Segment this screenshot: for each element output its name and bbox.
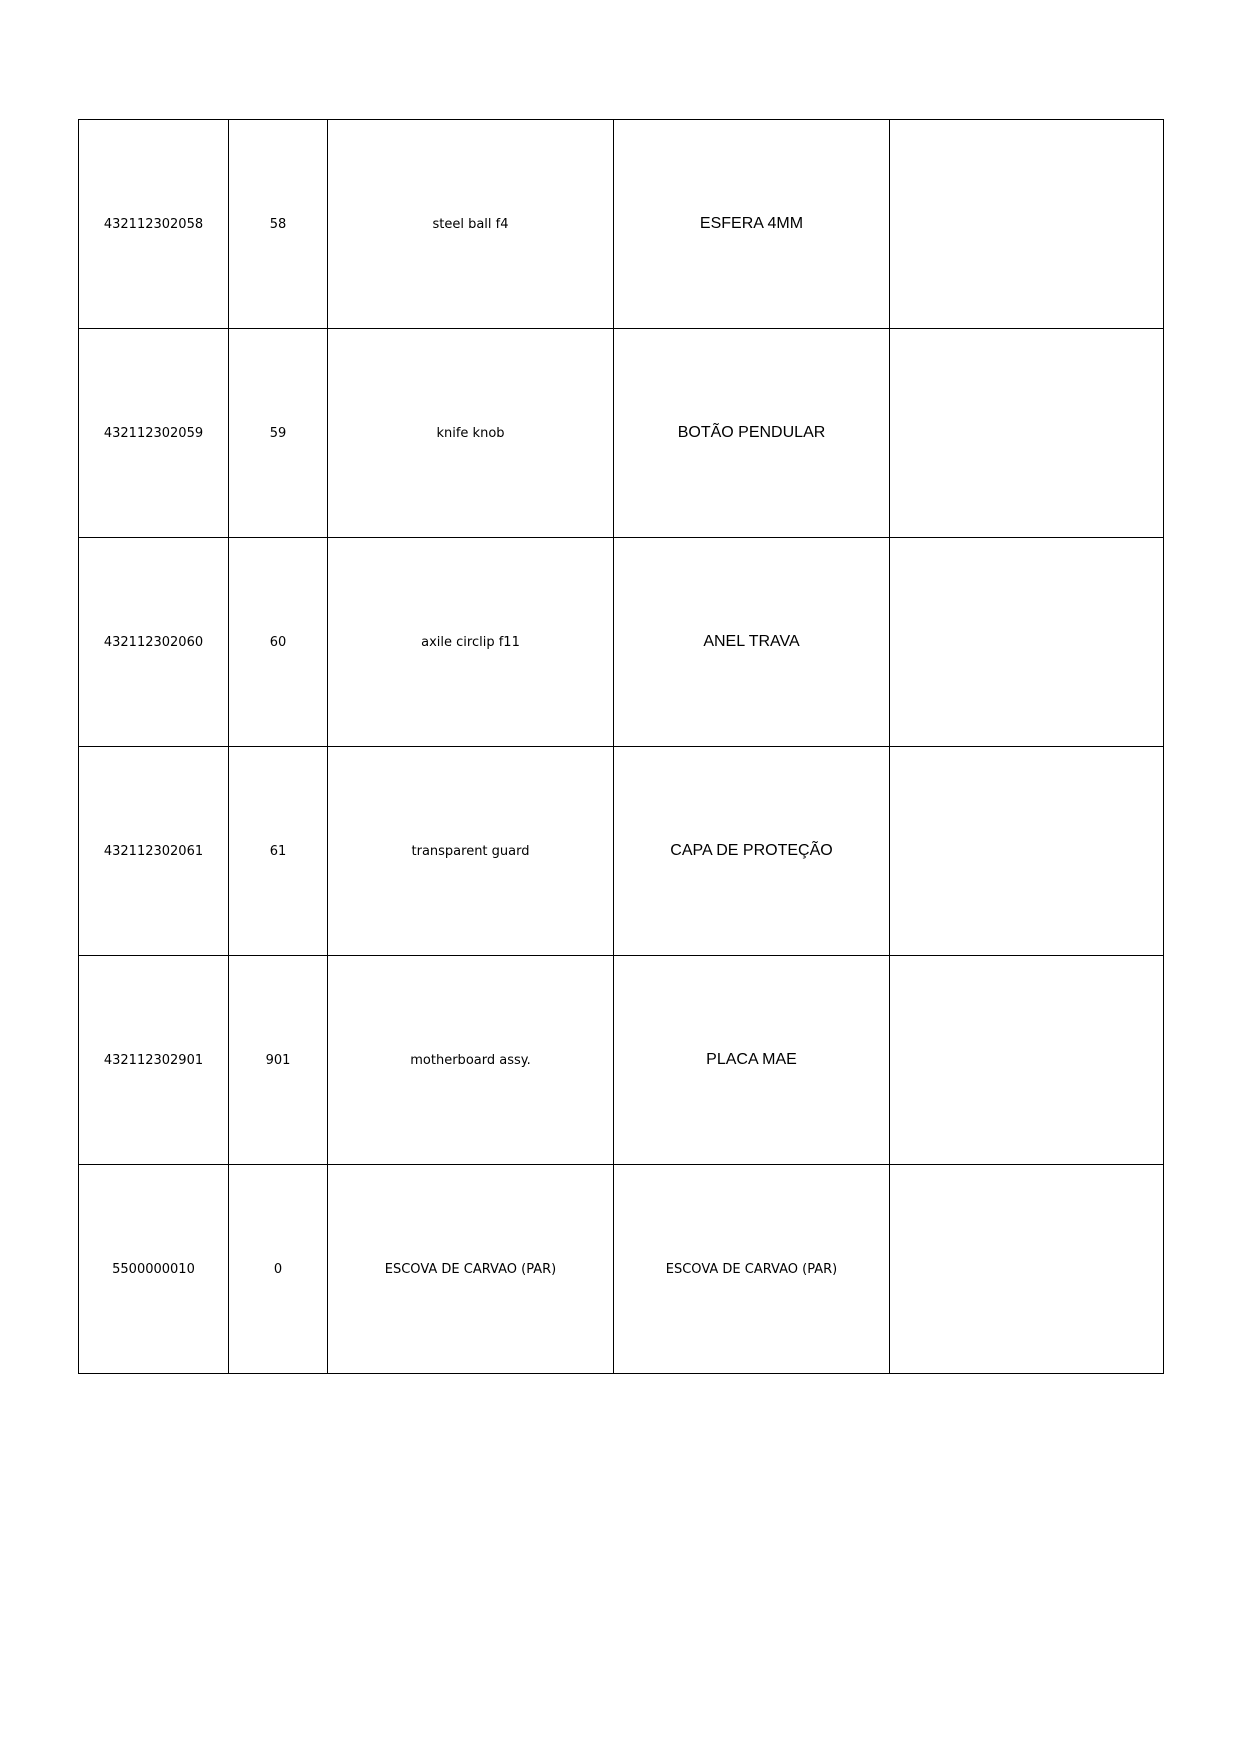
empty-cell bbox=[890, 538, 1164, 747]
english-description-cell: steel ball f4 bbox=[328, 120, 614, 329]
table-row bbox=[79, 1165, 1164, 1374]
empty-cell bbox=[890, 747, 1164, 956]
english-description-cell: ESCOVA DE CARVAO (PAR) bbox=[328, 1165, 614, 1374]
table-row bbox=[79, 120, 1164, 329]
english-description-cell: transparent guard bbox=[328, 747, 614, 956]
part-code-cell: 5500000010 bbox=[79, 1165, 229, 1374]
empty-cell bbox=[890, 120, 1164, 329]
portuguese-description-cell: ANEL TRAVA bbox=[614, 538, 890, 747]
part-code-cell: 432112302901 bbox=[79, 956, 229, 1165]
position-number-cell: 60 bbox=[229, 538, 328, 747]
part-code-cell: 432112302059 bbox=[79, 329, 229, 538]
portuguese-description-cell: CAPA DE PROTEÇÃO bbox=[614, 747, 890, 956]
position-number-cell: 901 bbox=[229, 956, 328, 1165]
part-code-cell: 432112302060 bbox=[79, 538, 229, 747]
english-description-cell: knife knob bbox=[328, 329, 614, 538]
position-number-cell: 59 bbox=[229, 329, 328, 538]
empty-cell bbox=[890, 329, 1164, 538]
portuguese-description-cell: ESCOVA DE CARVAO (PAR) bbox=[614, 1165, 890, 1374]
part-code-cell: 432112302058 bbox=[79, 120, 229, 329]
portuguese-description-cell: ESFERA 4MM bbox=[614, 120, 890, 329]
empty-cell bbox=[890, 1165, 1164, 1374]
position-number-cell: 61 bbox=[229, 747, 328, 956]
portuguese-description-cell: BOTÃO PENDULAR bbox=[614, 329, 890, 538]
empty-cell bbox=[890, 956, 1164, 1165]
table-row bbox=[79, 747, 1164, 956]
table-row bbox=[79, 956, 1164, 1165]
position-number-cell: 58 bbox=[229, 120, 328, 329]
part-code-cell: 432112302061 bbox=[79, 747, 229, 956]
portuguese-description-cell: PLACA MAE bbox=[614, 956, 890, 1165]
position-number-cell: 0 bbox=[229, 1165, 328, 1374]
english-description-cell: motherboard assy. bbox=[328, 956, 614, 1165]
table-row bbox=[79, 538, 1164, 747]
parts-table bbox=[78, 119, 1164, 1374]
english-description-cell: axile circlip f11 bbox=[328, 538, 614, 747]
table-row bbox=[79, 329, 1164, 538]
